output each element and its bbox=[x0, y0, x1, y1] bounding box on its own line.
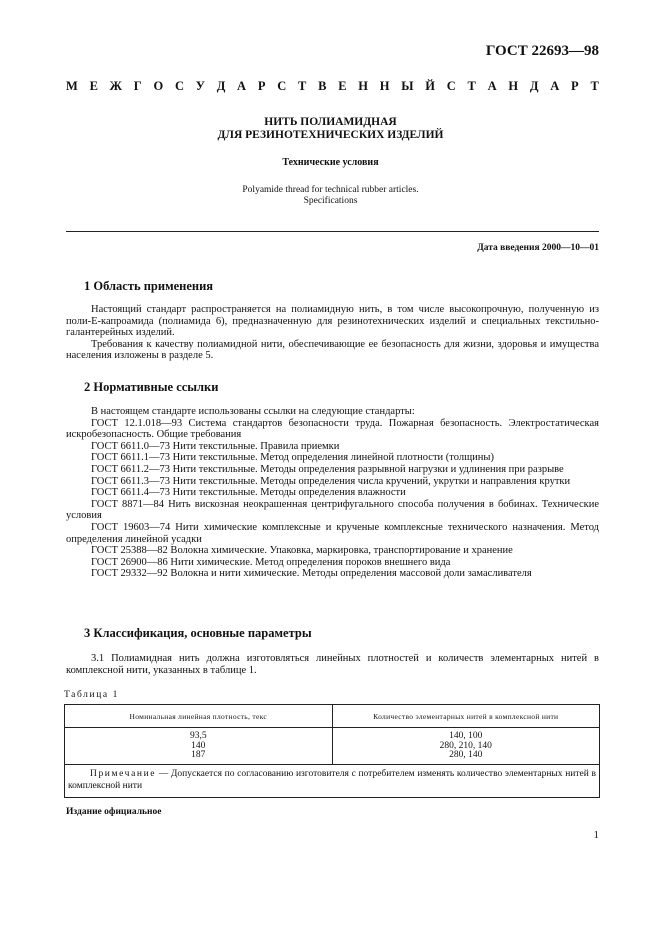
note-text: — Допускается по согласованию изготовителя с потребителем изменять количество элементарных нитей в комплексной нити bbox=[68, 769, 596, 791]
english-title bbox=[0, 185, 661, 207]
table-note bbox=[65, 765, 600, 798]
document-title bbox=[0, 116, 661, 142]
table-cell: 280, 210, 140 bbox=[439, 740, 492, 751]
banner-letter: Т bbox=[298, 79, 307, 93]
banner-letter: Д bbox=[529, 79, 539, 93]
banner-letter: Т bbox=[467, 79, 476, 93]
banner-letter: Ж bbox=[109, 79, 123, 93]
banner-letter: С bbox=[174, 79, 184, 93]
standard-number: ГОСТ 22693—98 bbox=[485, 43, 599, 59]
table-header-row bbox=[65, 705, 600, 728]
section-2-intro: В настоящем стандарте использованы ссылки на следующие стандарты: bbox=[91, 406, 415, 417]
banner-letter: Е bbox=[338, 79, 347, 93]
note-label: Примечание bbox=[90, 769, 157, 779]
reference-item: ГОСТ 6611.1—73 Нити текстильные. Метод определения линейной плотности (толщины) bbox=[91, 452, 494, 464]
banner-letter: Р bbox=[571, 79, 579, 93]
banner-letter: Г bbox=[133, 79, 142, 93]
document-subtitle: Технические условия bbox=[282, 157, 379, 168]
section-2-body bbox=[66, 406, 599, 580]
table-cell: 187 bbox=[191, 750, 206, 761]
title-divider bbox=[66, 231, 599, 232]
banner-letter: Н bbox=[508, 79, 519, 93]
table-cell: 140 bbox=[191, 740, 206, 751]
reference-item: ГОСТ 19603—74 Нити химические комплексные и крученые комплексные технического назначения. Метод определения линейной усадки bbox=[66, 521, 599, 545]
section-3-paragraph-1: 3.1 Полиамидная нить должна изготовляться линейных плотностей и количеств элементарных нитей в комплексной нити, указанных в таблице 1. bbox=[66, 653, 599, 676]
table-note-row bbox=[65, 765, 600, 798]
page-number: 1 bbox=[593, 829, 599, 841]
count-values bbox=[332, 728, 600, 765]
table-cell: 93,5 bbox=[189, 731, 207, 741]
reference-item: ГОСТ 6611.2—73 Нити текстильные. Методы определения разрывной нагрузки и удлинения при разрыве bbox=[91, 463, 564, 475]
table-cell: 280, 140 bbox=[449, 750, 483, 761]
reference-item: ГОСТ 6611.3—73 Нити текстильные. Методы определения числа кручений, укрутки и направления крутки bbox=[91, 475, 571, 487]
section-1-heading: 1 Область применения bbox=[84, 279, 214, 293]
table-1 bbox=[64, 704, 600, 798]
reference-item: ГОСТ 12.1.018—93 Система стандартов безопасности труда. Пожарная безопасность. Электростатическая искробезопасность. Общие требования bbox=[66, 417, 599, 441]
banner-letter: С bbox=[277, 79, 287, 93]
banner-letter: Д bbox=[216, 79, 226, 93]
interstate-standard-banner bbox=[66, 79, 599, 94]
english-title-line-2: Specifications bbox=[303, 196, 358, 206]
section-2-heading: 2 Нормативные ссылки bbox=[84, 380, 219, 394]
banner-letter: А bbox=[487, 79, 497, 93]
density-values bbox=[65, 728, 333, 765]
banner-letter: В bbox=[318, 79, 327, 93]
banner-letter: У bbox=[195, 79, 205, 93]
banner-letter: Й bbox=[425, 79, 436, 93]
table-row bbox=[65, 728, 600, 765]
reference-item: ГОСТ 26900—86 Нити химические. Метод определения пороков внешнего вида bbox=[91, 556, 451, 568]
banner-letter: Е bbox=[89, 79, 98, 93]
reference-item: ГОСТ 25388—82 Волокна химические. Упаковка, маркировка, транспортирование и хранение bbox=[91, 545, 513, 557]
section-1-paragraph-2: Требования к качеству полиамидной нити, обеспечивающие ее безопасность для жизни, здоровья и имущества населения изложены в разделе 5. bbox=[66, 338, 599, 362]
reference-item: ГОСТ 6611.4—73 Нити текстильные. Методы определения влажности bbox=[91, 487, 406, 499]
banner-letter: М bbox=[66, 79, 78, 93]
column-header-count: Количество элементарных нитей в комплексной нити bbox=[332, 705, 600, 728]
table-1-label: Таблица 1 bbox=[64, 690, 120, 700]
banner-letter: Ы bbox=[401, 79, 414, 93]
banner-letter: Н bbox=[358, 79, 369, 93]
banner-letter: Т bbox=[590, 79, 599, 93]
banner-letter: А bbox=[550, 79, 560, 93]
banner-letter: С bbox=[446, 79, 456, 93]
reference-item: ГОСТ 8871—84 Нить вискозная неокрашенная центрифугального способа получения в бобинах. Технические условия bbox=[66, 498, 599, 522]
english-title-line-1: Polyamide thread for technical rubber articles. bbox=[242, 185, 419, 195]
banner-letter: А bbox=[237, 79, 247, 93]
section-3-body bbox=[66, 653, 599, 676]
official-edition-label: Издание официальное bbox=[66, 807, 162, 817]
banner-letter: Н bbox=[379, 79, 390, 93]
title-line-2: ДЛЯ РЕЗИНОТЕХНИЧЕСКИХ ИЗДЕЛИЙ bbox=[217, 129, 444, 141]
reference-item: ГОСТ 6611.0—73 Нити текстильные. Правила приемки bbox=[91, 440, 340, 452]
title-line-1: НИТЬ ПОЛИАМИДНАЯ bbox=[264, 116, 397, 128]
section-1-paragraph-1: Настоящий стандарт распространяется на полиамидную нить, в том числе высокопрочную, полученную из поли-Е-капроамида (полиамида 6), предназначенную для резинотехнических изделий и специальных текстильно-галантерейных изделий. bbox=[66, 304, 599, 339]
banner-letter: О bbox=[153, 79, 164, 93]
banner-letter: Р bbox=[257, 79, 266, 93]
reference-item: ГОСТ 29332—92 Волокна и нити химические. Методы определения массовой доли замасливателя bbox=[91, 568, 532, 580]
table-cell: 140, 100 bbox=[449, 731, 483, 741]
section-3-heading: 3 Классификация, основные параметры bbox=[84, 626, 312, 640]
column-header-density: Номинальная линейная плотность, текс bbox=[65, 705, 333, 728]
section-1-body bbox=[66, 304, 599, 362]
introduction-date: Дата введения 2000—10—01 bbox=[477, 243, 599, 253]
